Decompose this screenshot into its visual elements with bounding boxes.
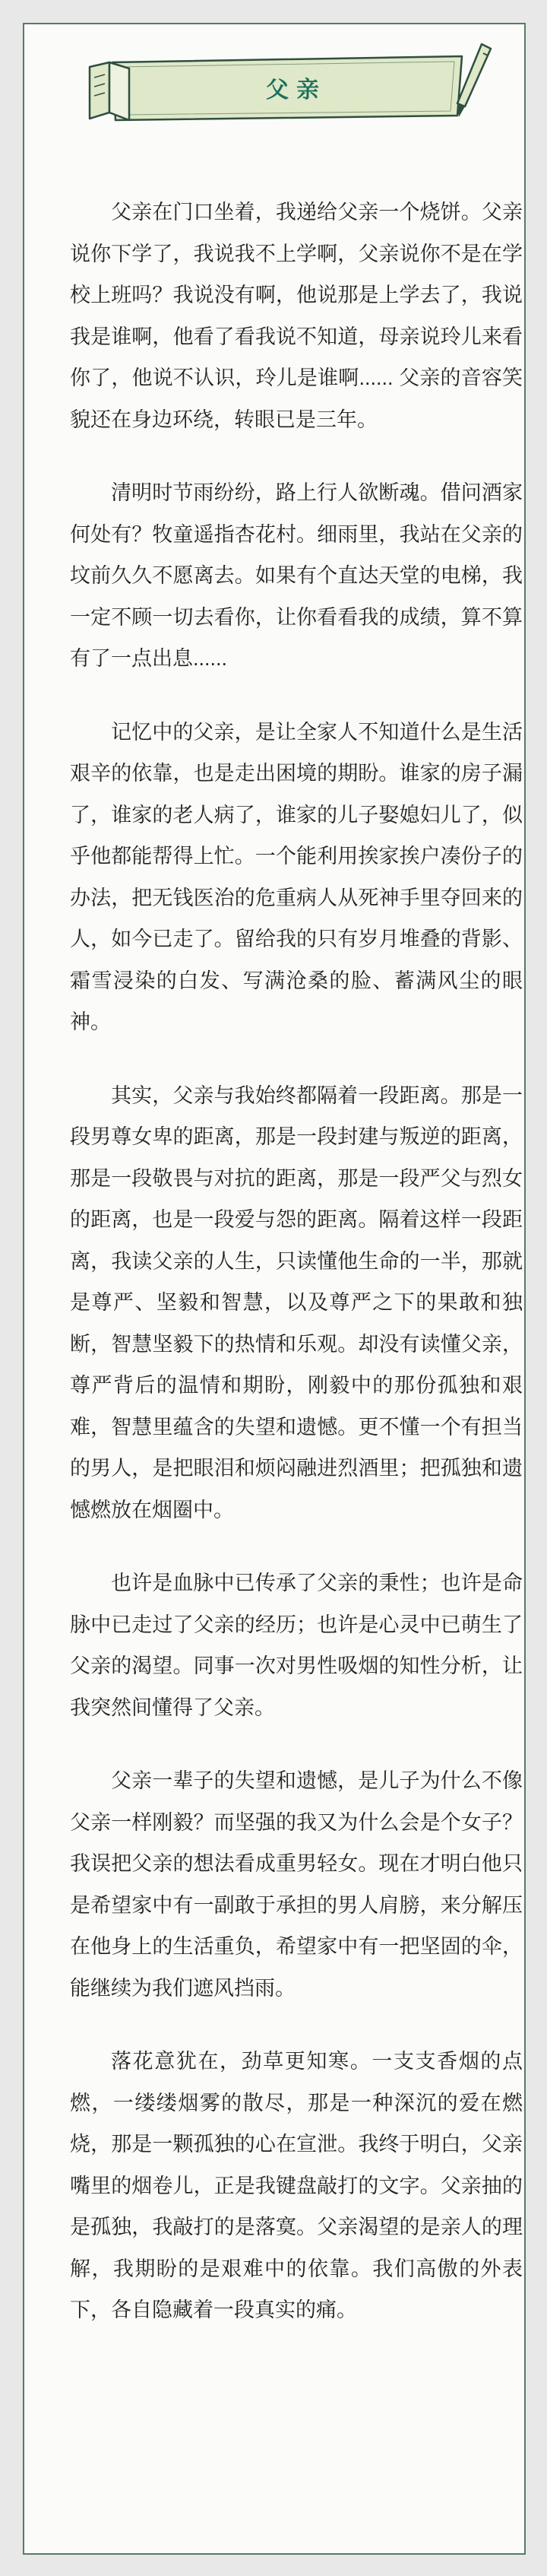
pen-icon [448, 41, 494, 125]
paragraph: 也许是血脉中已传承了父亲的秉性；也许是命脉中已走过了父亲的经历；也许是心灵中已萌生了父亲的渴望。同事一次对男性吸烟的知性分析，让我突然间懂得了父亲。 [70, 1572, 523, 1719]
paragraph: 清明时节雨纷纷，路上行人欲断魂。借问酒家何处有？牧童遥指杏花村。细雨里，我站在父亲的坟前久久不愿离去。如果有个直达天堂的电梯，我一定不顾一切去看你，让你看看我的成绩，算不算有了一点出息...... [70, 481, 523, 670]
paragraph: 其实，父亲与我始终都隔着一段距离。那是一段男尊女卑的距离，那是一段封建与叛逆的距离，那是一段敬畏与对抗的距离，那是一段严父与烈女的距离，也是一段爱与怨的距离。隔着这样一段距离，我读父亲的人生，只读懂他生命的一半，那就是尊严、坚毅和智慧，以及尊严之下的果敢和独断，智慧坚毅下的热情和乐观。却没有读懂父亲，尊严背后的温情和期盼，刚毅中的那份孤独和艰难，智慧里蕴含的失望和遗憾。更不懂一个有担当的男人，是把眼泪和烦闷融进烈酒里；把孤独和遗憾燃放在烟圈中。 [70, 1083, 523, 1521]
paragraph: 落花意犹在，劲草更知寒。一支支香烟的点燃，一缕缕烟雾的散尽，那是一种深沉的爱在燃烧，那是一颗孤独的心在宣泄。我终于明白，父亲嘴里的烟卷儿，正是我键盘敲打的文字。父亲抽的是孤独，我敲打的是落寞。父亲渴望的是亲人的理解，我期盼的是艰难中的依靠。我们高傲的外表下，各自隐藏着一段真实的痛。 [70, 2050, 523, 2321]
open-book-icon [84, 58, 137, 126]
paragraph: 父亲一辈子的失望和遗憾，是儿子为什么不像父亲一样刚毅？而坚强的我又为什么会是个女子？我误把父亲的想法看成重男轻女。现在才明白他只是希望家中有一副敢于承担的男人肩膀，来分解压在他身上的生活重负，希望家中有一把坚固的伞，能继续为我们遮风挡雨。 [70, 1769, 523, 2000]
paragraph: 父亲在门口坐着，我递给父亲一个烧饼。父亲说你下学了，我说我不上学啊，父亲说你不是在学校上班吗？我说没有啊，他说那是上学去了，我说我是谁啊，他看了看我说不知道，母亲说玲儿来看你了，他说不认识，玲儿是谁啊...... 父亲的音容笑貌还在身边环绕，转眼已是三年。 [70, 201, 523, 431]
paragraph: 记忆中的父亲，是让全家人不知道什么是生活艰辛的依靠，也是走出困境的期盼。谁家的房子漏了，谁家的老人病了，谁家的儿子娶媳妇儿了，似乎他都能帮得上忙。一个能利用挨家挨户凑份子的办法，把无钱医治的危重病人从死神手里夺回来的人，如今已走了。留给我的只有岁月堆叠的背影、霜雪浸染的白发、写满沧桑的脸、蓄满风尘的眼神。 [70, 720, 523, 1033]
page-title: 父亲 [266, 78, 327, 103]
article-body [70, 192, 523, 2363]
article-frame [23, 23, 526, 2555]
title-banner [84, 41, 498, 132]
